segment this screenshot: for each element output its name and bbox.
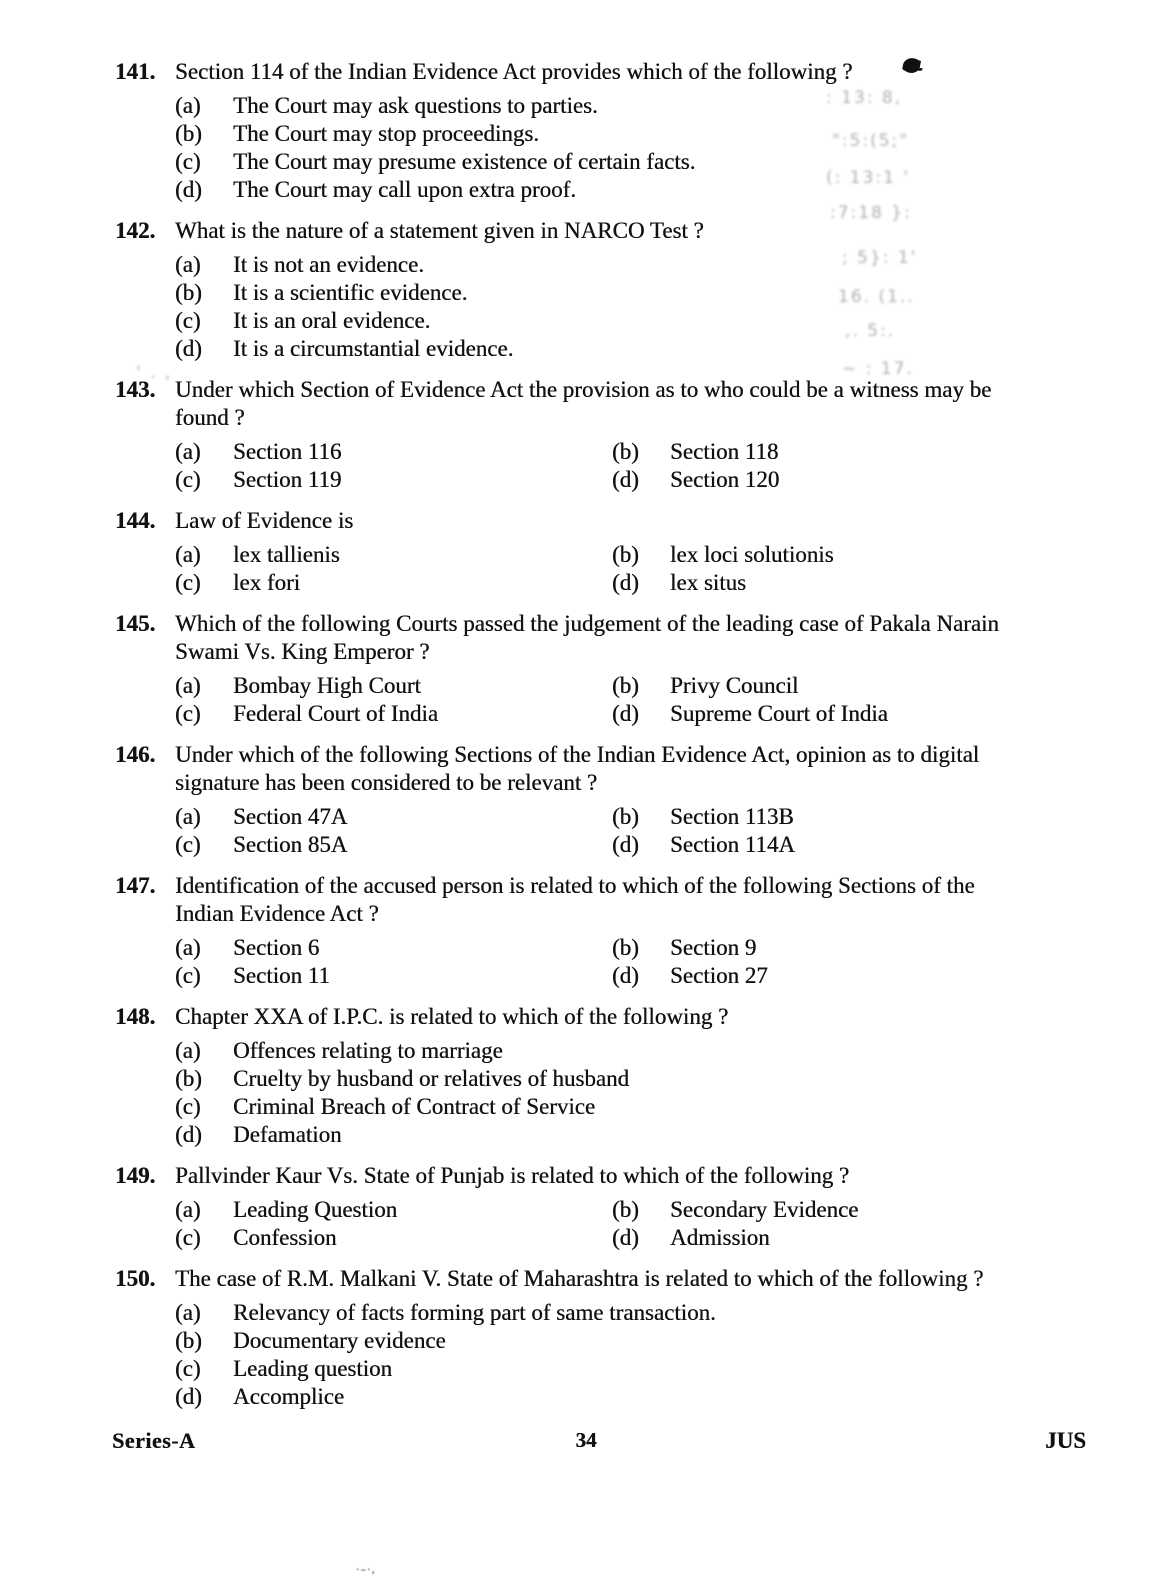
question-number: 145. [115,611,156,636]
option [612,541,1083,569]
option-text: The Court may presume existence of certain facts. [233,149,696,174]
option [175,1093,1083,1121]
option-label: (a) [175,439,201,464]
option [175,1355,1083,1383]
question [115,58,1083,204]
option [175,831,612,859]
question-line: What is the nature of a statement given in NARCO Test ? [175,218,704,243]
option-label: (b) [612,673,639,698]
option [175,700,612,728]
option [175,279,1083,307]
question-text [175,507,353,535]
scan-artifact: ; 5}: 1' [842,248,918,268]
question-line: Indian Evidence Act ? [175,901,379,926]
option-text: Relevancy of facts forming part of same transaction. [233,1300,716,1325]
question-number: 141. [115,59,156,84]
question-text [175,1003,728,1031]
option-label: (d) [612,570,639,595]
options [175,1196,1083,1252]
option-label: (a) [175,542,201,567]
option-label: (c) [175,467,201,492]
option [612,438,1083,466]
option [175,569,612,597]
scan-artifact: 16. (1.. [838,287,915,307]
option-label: (d) [175,1122,202,1147]
option-label: (a) [175,93,201,118]
option-text: Admission [670,1225,770,1250]
options [175,438,1083,494]
options [175,1299,1083,1411]
question-line: Section 114 of the Indian Evidence Act provides which of the following ? [175,59,853,84]
question-line: Under which Section of Evidence Act the provision as to who could be a witness may be [175,377,992,402]
option-label: (d) [175,336,202,361]
options [175,803,1083,859]
option-label: (b) [612,439,639,464]
option-text: Offences relating to marriage [233,1038,503,1063]
option-text: Criminal Breach of Contract of Service [233,1094,596,1119]
option-text: Section 47A [233,804,348,829]
footer-page-number: 34 [575,1428,597,1452]
option-text: Leading Question [233,1197,398,1222]
option-text: Privy Council [670,673,799,698]
question-line: The case of R.M. Malkani V. State of Maharashtra is related to which of the following ? [175,1266,984,1291]
option-text: lex situs [670,570,747,595]
option-text: Section 119 [233,467,342,492]
option-label: (d) [612,1225,639,1250]
option-label: (b) [612,804,639,829]
footer-series-label: Series-A [112,1428,196,1453]
option-label: (d) [175,177,202,202]
option [175,466,612,494]
options [175,251,1083,363]
option-label: (a) [175,673,201,698]
question-number: 143. [115,377,156,402]
option [175,335,1083,363]
question-line: Swami Vs. King Emperor ? [175,639,430,664]
question-number: 142. [115,218,156,243]
option [612,672,1083,700]
option [175,176,1083,204]
option [612,803,1083,831]
options [175,934,1083,990]
option-label: (d) [612,963,639,988]
question [115,872,1083,990]
option-text: Section 113B [670,804,794,829]
question-line: Law of Evidence is [175,508,354,533]
question-line: Chapter XXA of I.P.C. is related to which of the following ? [175,1004,729,1029]
option-label: (a) [175,252,201,277]
question-line: Under which of the following Sections of the Indian Evidence Act, opinion as to digital [175,742,980,767]
question [115,217,1083,363]
option [612,962,1083,990]
question-line: found ? [175,405,245,430]
option-text: Accomplice [233,1384,345,1409]
option-text: The Court may stop proceedings. [233,121,539,146]
option-text: Defamation [233,1122,342,1147]
option-text: It is a circumstantial evidence. [233,336,514,361]
option-text: Section 9 [670,935,757,960]
option-label: (b) [612,542,639,567]
scan-artifact: : 13: 8, [826,88,903,108]
option [175,251,1083,279]
option [175,1196,612,1224]
question-text [175,217,704,245]
option-label: (b) [175,1066,202,1091]
option-text: Confession [233,1225,337,1250]
question-number: 148. [115,1004,156,1029]
option-text: It is a scientific evidence. [233,280,468,305]
option [175,541,612,569]
option-text: Section 6 [233,935,320,960]
option [175,934,612,962]
option-label: (c) [175,1225,201,1250]
option-label: (c) [175,149,201,174]
option-text: Bombay High Court [233,673,421,698]
question-number: 147. [115,873,156,898]
option [612,569,1083,597]
option-label: (d) [612,467,639,492]
option-text: The Court may ask questions to parties. [233,93,598,118]
scan-artifact: ":5:(5;" [832,131,910,151]
question-text [175,610,999,666]
option [175,1327,1083,1355]
question [115,1265,1083,1411]
scan-artifact: ·–·, [356,1563,376,1576]
options [175,541,1083,597]
option-label: (a) [175,1197,201,1222]
option-label: (b) [612,1197,639,1222]
option [175,672,612,700]
question [115,741,1083,859]
option [175,1065,1083,1093]
option-label: (a) [175,1300,201,1325]
question-text [175,1265,983,1293]
questions-list [115,58,1083,1424]
question [115,376,1083,494]
option-text: lex loci solutionis [670,542,834,567]
option [175,1037,1083,1065]
option [612,466,1083,494]
option-text: The Court may call upon extra proof. [233,177,576,202]
option-text: Section 85A [233,832,348,857]
option-label: (a) [175,935,201,960]
scan-artifact: ~ : 17. [842,359,914,379]
option [175,1224,612,1252]
option [175,307,1083,335]
option-text: Leading question [233,1356,393,1381]
option-text: It is an oral evidence. [233,308,431,333]
option-text: Section 120 [670,467,780,492]
option-text: Section 27 [670,963,768,988]
question-text [175,872,975,928]
page-footer [0,1428,1172,1462]
option-label: (c) [175,701,201,726]
question-text [175,376,991,432]
question-number: 144. [115,508,156,533]
option-text: lex tallienis [233,542,340,567]
option [612,1196,1083,1224]
question [115,1003,1083,1149]
question-line: signature has been considered to be relevant ? [175,770,598,795]
option-label: (c) [175,832,201,857]
option [175,962,612,990]
option-text: Cruelty by husband or relatives of husband [233,1066,630,1091]
question-number: 150. [115,1266,156,1291]
option-label: (c) [175,1094,201,1119]
question-line: Pallvinder Kaur Vs. State of Punjab is related to which of the following ? [175,1163,850,1188]
question-line: Identification of the accused person is related to which of the following Sections of the [175,873,975,898]
option-text: lex fori [233,570,301,595]
option-text: Supreme Court of India [670,701,888,726]
option [175,803,612,831]
option-text: Secondary Evidence [670,1197,859,1222]
footer-booklet-code: JUS [1045,1428,1086,1453]
option [612,934,1083,962]
option [175,1121,1083,1149]
option [612,700,1083,728]
option-text: It is not an evidence. [233,252,424,277]
option [612,1224,1083,1252]
question-text [175,58,852,86]
options [175,1037,1083,1149]
question-number: 146. [115,742,156,767]
option [175,92,1083,120]
scan-artifact: ' . , [136,363,173,383]
option-label: (d) [612,832,639,857]
options [175,92,1083,204]
option-label: (a) [175,1038,201,1063]
option-label: (c) [175,963,201,988]
option [175,1299,1083,1327]
question-line: Which of the following Courts passed the judgement of the leading case of Pakala Narain [175,611,999,636]
option [175,438,612,466]
option-label: (b) [175,280,202,305]
option-label: (d) [612,701,639,726]
option-label: (d) [175,1384,202,1409]
option-text: Section 114A [670,832,795,857]
option-text: Section 118 [670,439,779,464]
option [175,148,1083,176]
option-label: (c) [175,308,201,333]
scan-artifact: (: 13:1 ' [826,168,911,188]
question [115,610,1083,728]
option-label: (b) [175,1328,202,1353]
option-text: Federal Court of India [233,701,439,726]
question [115,1162,1083,1252]
option [612,831,1083,859]
scan-artifact: :7:18 }: [830,203,912,223]
option [175,1383,1083,1411]
option [175,120,1083,148]
option-label: (c) [175,1356,201,1381]
option-label: (c) [175,570,201,595]
option-text: Documentary evidence [233,1328,446,1353]
option-label: (a) [175,804,201,829]
option-label: (b) [612,935,639,960]
question-text [175,741,979,797]
question-text [175,1162,849,1190]
question-number: 149. [115,1163,156,1188]
options [175,672,1083,728]
option-label: (b) [175,121,202,146]
option-text: Section 11 [233,963,330,988]
question [115,507,1083,597]
option-text: Section 116 [233,439,342,464]
scan-artifact: ,. 5:. [845,321,896,341]
